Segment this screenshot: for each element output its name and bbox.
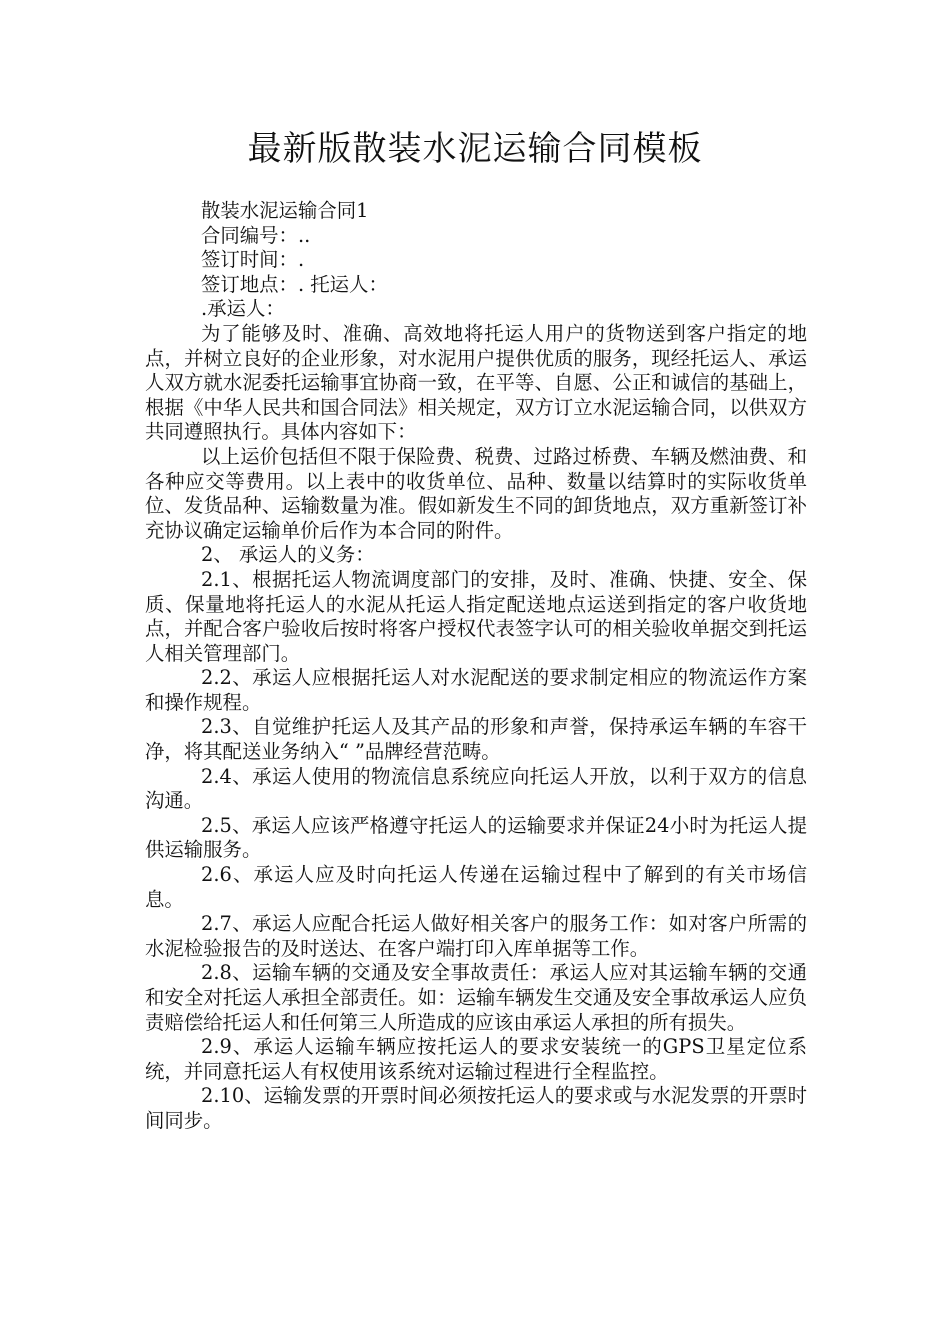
contract-number-line: 合同编号：.. xyxy=(201,223,311,247)
paragraph-intro: 为了能够及时、准确、高效地将托运人用户的货物送到客户指定的地点，并树立良好的企业形象，对水泥用户提供优质的服务，现经托运人、承运人双方就水泥委托运输事宜协商一致，在平等、自愿、公正和诚信的基础上，根据《中华人民共和国合同法》相关规定，双方订立水泥运输合同，以供双方共同遵照执行。具体内容如下： xyxy=(145,321,807,444)
clause-2-2: 2.2、承运人应根据托运人对水泥配送的要求制定相应的物流运作方案和操作规程。 xyxy=(145,666,807,714)
contract-subtitle: 散装水泥运输合同1 xyxy=(201,199,369,222)
document-body xyxy=(145,199,807,1134)
clause-2-8: 2.8、运输车辆的交通及安全事故责任：承运人应对其运输车辆的交通和安全对托运人承担全部责任。如：运输车辆发生交通及安全事故承运人应负责赔偿给托运人和任何第三人所造成的应该由承运人承担的所有损失。 xyxy=(145,961,807,1034)
clause-2-4: 2.4、承运人使用的物流信息系统应向托运人开放，以利于双方的信息沟通。 xyxy=(145,764,807,813)
clause-2-7: 2.7、承运人应配合托运人做好相关客户的服务工作：如对客户所需的水泥检验报告的及时送达、在客户端打印入库单据等工作。 xyxy=(145,912,807,960)
clause-2-1: 2.1、根据托运人物流调度部门的安排，及时、准确、快捷、安全、保质、保量地将托运人的水泥从托运人指定配送地点运送到指定的客户收货地点，并配合客户验收后按时将客户授权代表签字认可的相关验收单据交到托运人相关管理部门。 xyxy=(145,567,807,665)
clause-2-6: 2.6、承运人应及时向托运人传递在运输过程中了解到的有关市场信息。 xyxy=(145,863,807,911)
clause-2-9: 2.9、承运人运输车辆应按托运人的要求安装统一的GPS卫星定位系统，并同意托运人有权使用该系统对运输过程进行全程监控。 xyxy=(145,1035,807,1083)
signing-time-line: 签订时间：. xyxy=(201,248,305,272)
clause-2-5: 2.5、承运人应该严格遵守托运人的运输要求并保证24小时为托运人提供运输服务。 xyxy=(145,813,807,862)
clause-2-10: 2.10、运输发票的开票时间必须按托运人的要求或与水泥发票的开票时间同步。 xyxy=(145,1084,807,1132)
signing-place-line: 签订地点：. 托运人： xyxy=(201,272,388,296)
clause-2-3: 2.3、自觉维护托运人及其产品的形象和声誉，保持承运车辆的车容干净，将其配送业务纳入“ ”品牌经营范畴。 xyxy=(145,715,807,764)
section-heading-carrier-duties: 2、 承运人的义务： xyxy=(201,543,375,567)
paragraph-freight-price: 以上运价包括但不限于保险费、税费、过路过桥费、车辆及燃油费、和各种应交等费用。以上表中的收货单位、品种、数量以结算时的实际收货单位、发货品种、运输数量为准。假如新发生不同的卸货地点，双方重新签订补充协议确定运输单价后作为本合同的附件。 xyxy=(145,444,807,542)
document-title: 最新版散装水泥运输合同模板 xyxy=(247,129,703,169)
carrier-line: .承运人： xyxy=(201,297,285,321)
